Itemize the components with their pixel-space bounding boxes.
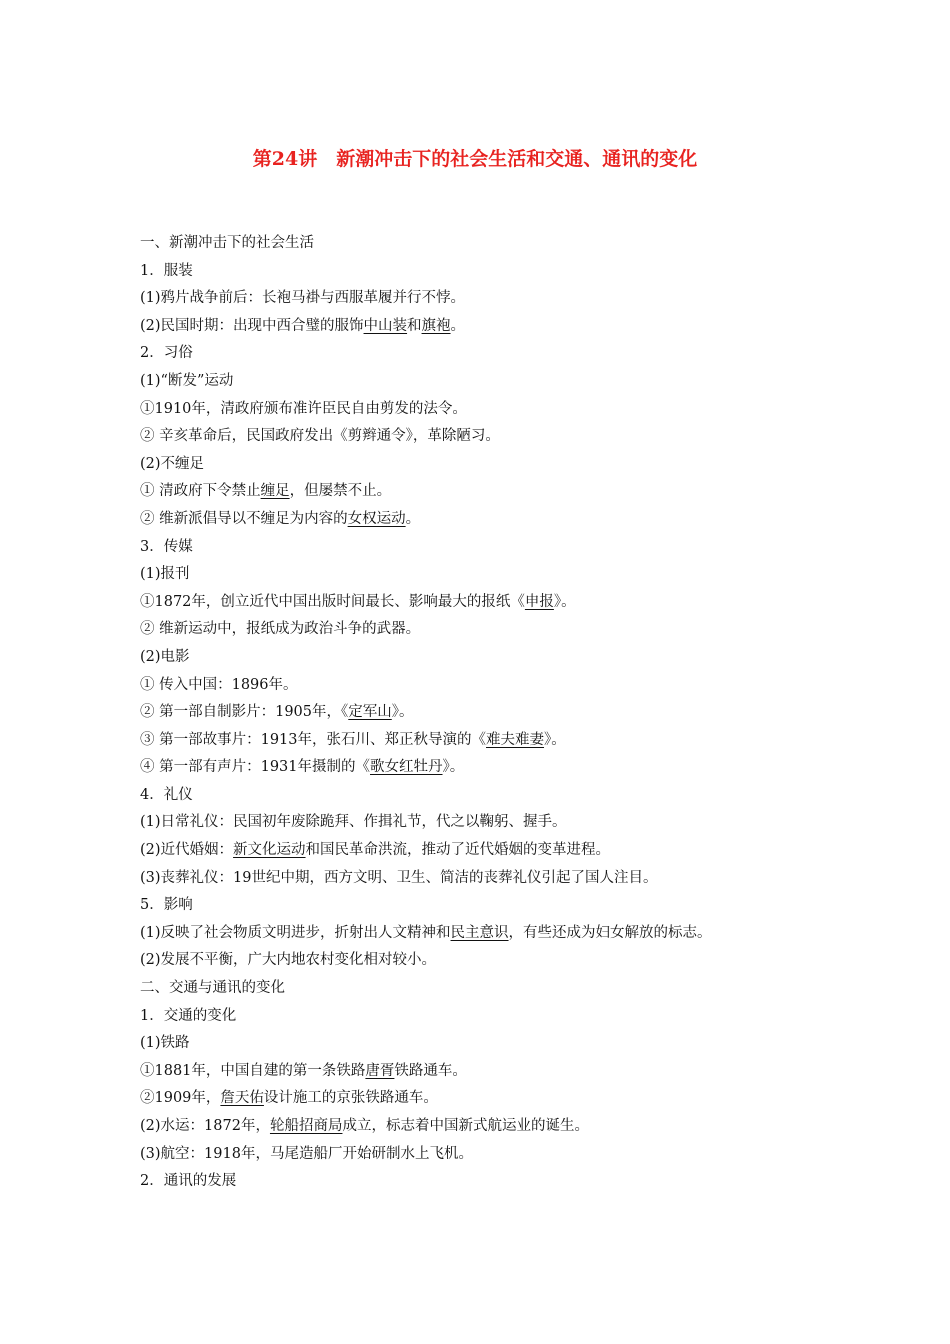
text-line [140, 782, 820, 810]
text-segment: (1)日常礼仪：民国初年废除跪拜、作揖礼节，代之以鞠躬、握手。 [140, 814, 567, 831]
text-line [140, 1058, 820, 1086]
underlined-term: 缠足 [260, 483, 290, 500]
text-segment: ①1910年，清政府颁布准许臣民自由剪发的法令。 [140, 400, 467, 417]
text-line [140, 1113, 820, 1141]
text-line [140, 727, 820, 755]
underlined-term: 歌女红牡丹 [370, 759, 443, 776]
text-segment: 》。 [442, 759, 465, 776]
underlined-term: 中山装 [363, 317, 408, 334]
underlined-term: 詹天佑 [220, 1090, 264, 1107]
document-body [140, 230, 820, 1196]
text-segment: 一、新潮冲击下的社会生活 [140, 235, 314, 251]
text-segment: (1)报刊 [140, 566, 190, 583]
text-line [140, 258, 820, 286]
text-segment: 和国民革命洪流，推动了近代婚姻的变革进程。 [305, 842, 611, 859]
text-segment: 和 [407, 317, 422, 334]
text-segment: ③ 第一部故事片：1913年，张石川、郑正秋导演的《 [140, 731, 487, 748]
text-segment: 。 [405, 510, 421, 527]
text-segment: (1)“断发”运动 [140, 372, 234, 389]
text-line [140, 865, 820, 893]
text-segment: (3)丧葬礼仪：19世纪中期，西方文明、卫生、简洁的丧葬礼仪引起了国人注目。 [140, 869, 658, 886]
text-segment: (2)电影 [140, 648, 190, 665]
page-title: 第24讲 新潮冲击下的社会生活和交通、通讯的变化 [252, 148, 698, 170]
text-segment: 》。 [391, 704, 414, 721]
underlined-term: 旗袍 [421, 317, 451, 334]
text-line [140, 1141, 820, 1169]
text-line [140, 478, 820, 506]
text-line [140, 754, 820, 782]
text-line [140, 396, 820, 424]
text-segment: 3．传媒 [140, 538, 193, 555]
text-line [140, 340, 820, 368]
text-segment: ②1909年， [140, 1090, 221, 1107]
text-segment: 》。 [544, 731, 566, 748]
text-segment: 设计施工的京张铁路通车。 [263, 1090, 438, 1107]
text-line [140, 920, 820, 948]
text-segment: ① 清政府下令禁止 [140, 483, 261, 500]
text-line [140, 230, 820, 258]
underlined-term: 定军山 [348, 704, 392, 721]
text-segment: (2)发展不平衡，广大内地农村变化相对较小。 [140, 952, 437, 969]
underlined-term: 唐胥 [365, 1062, 395, 1079]
text-segment: 5．影响 [140, 897, 193, 914]
text-line [140, 837, 820, 865]
text-line [140, 616, 820, 644]
text-line [140, 1085, 820, 1113]
underlined-term: 女权运动 [347, 510, 406, 527]
text-segment: ① 传入中国：1896年。 [140, 676, 298, 693]
underlined-term: 民主意识 [450, 924, 509, 941]
text-line [140, 672, 820, 700]
text-segment: 2．习俗 [140, 345, 193, 362]
underlined-term: 申报 [524, 593, 554, 610]
text-line [140, 1030, 820, 1058]
text-segment: ② 第一部自制影片：1905年，《 [140, 704, 349, 721]
text-line [140, 285, 820, 313]
text-segment: ④ 第一部有声片：1931年摄制的《 [140, 759, 371, 776]
text-segment: ② 维新运动中，报纸成为政治斗争的武器。 [140, 621, 421, 638]
text-line [140, 644, 820, 672]
text-line [140, 534, 820, 562]
text-line [140, 313, 820, 341]
text-line [140, 1003, 820, 1031]
text-segment: 二、交通与通讯的变化 [140, 980, 285, 997]
text-line [140, 506, 820, 534]
text-line [140, 699, 820, 727]
underlined-term: 新文化运动 [233, 842, 306, 859]
text-segment: ，有些还成为妇女解放的标志。 [508, 924, 712, 941]
text-segment: (3)航空：1918年，马尾造船厂开始研制水上飞机。 [140, 1145, 473, 1162]
text-segment: (2)水运：1872年， [140, 1118, 270, 1134]
text-line [140, 947, 820, 975]
underlined-term: 轮船招商局 [269, 1118, 343, 1134]
text-segment: (2)近代婚姻： [140, 842, 234, 859]
text-segment: 成立，标志着中国新式航运业的诞生。 [342, 1118, 589, 1134]
text-line [140, 561, 820, 589]
text-line [140, 892, 820, 920]
text-line [140, 589, 820, 617]
underlined-term: 难夫难妻 [486, 731, 545, 748]
text-segment: (1)反映了社会物质文明进步，折射出人文精神和 [140, 924, 451, 941]
text-segment: ①1872年，创立近代中国出版时间最长、影响最大的报纸《 [140, 593, 525, 610]
text-segment: ，但屡禁不止。 [289, 483, 392, 500]
text-segment: 》。 [553, 593, 576, 610]
text-segment: 铁路通车。 [394, 1062, 467, 1079]
text-segment: 4．礼仪 [140, 786, 193, 803]
text-segment: ② 辛亥革命后，民国政府发出《剪辫通令》，革除陋习。 [140, 428, 500, 445]
text-segment: (2)不缠足 [140, 455, 205, 472]
text-line [140, 423, 820, 451]
text-segment: 1．交通的变化 [140, 1007, 237, 1024]
text-segment: (1)铁路 [140, 1035, 190, 1052]
text-segment: (1)鸦片战争前后：长袍马褂与西服革履并行不悖。 [140, 290, 466, 307]
text-segment: 2．通讯的发展 [140, 1173, 237, 1190]
text-segment: (2)民国时期：出现中西合璧的服饰 [140, 317, 364, 334]
text-segment: ①1881年，中国自建的第一条铁路 [140, 1062, 366, 1079]
text-line [140, 1168, 820, 1196]
text-segment: 1．服装 [140, 262, 193, 279]
text-line [140, 975, 820, 1003]
text-line [140, 451, 820, 479]
text-line [140, 809, 820, 837]
text-segment: 。 [450, 317, 466, 334]
text-segment: ② 维新派倡导以不缠足为内容的 [140, 510, 348, 527]
text-line [140, 368, 820, 396]
